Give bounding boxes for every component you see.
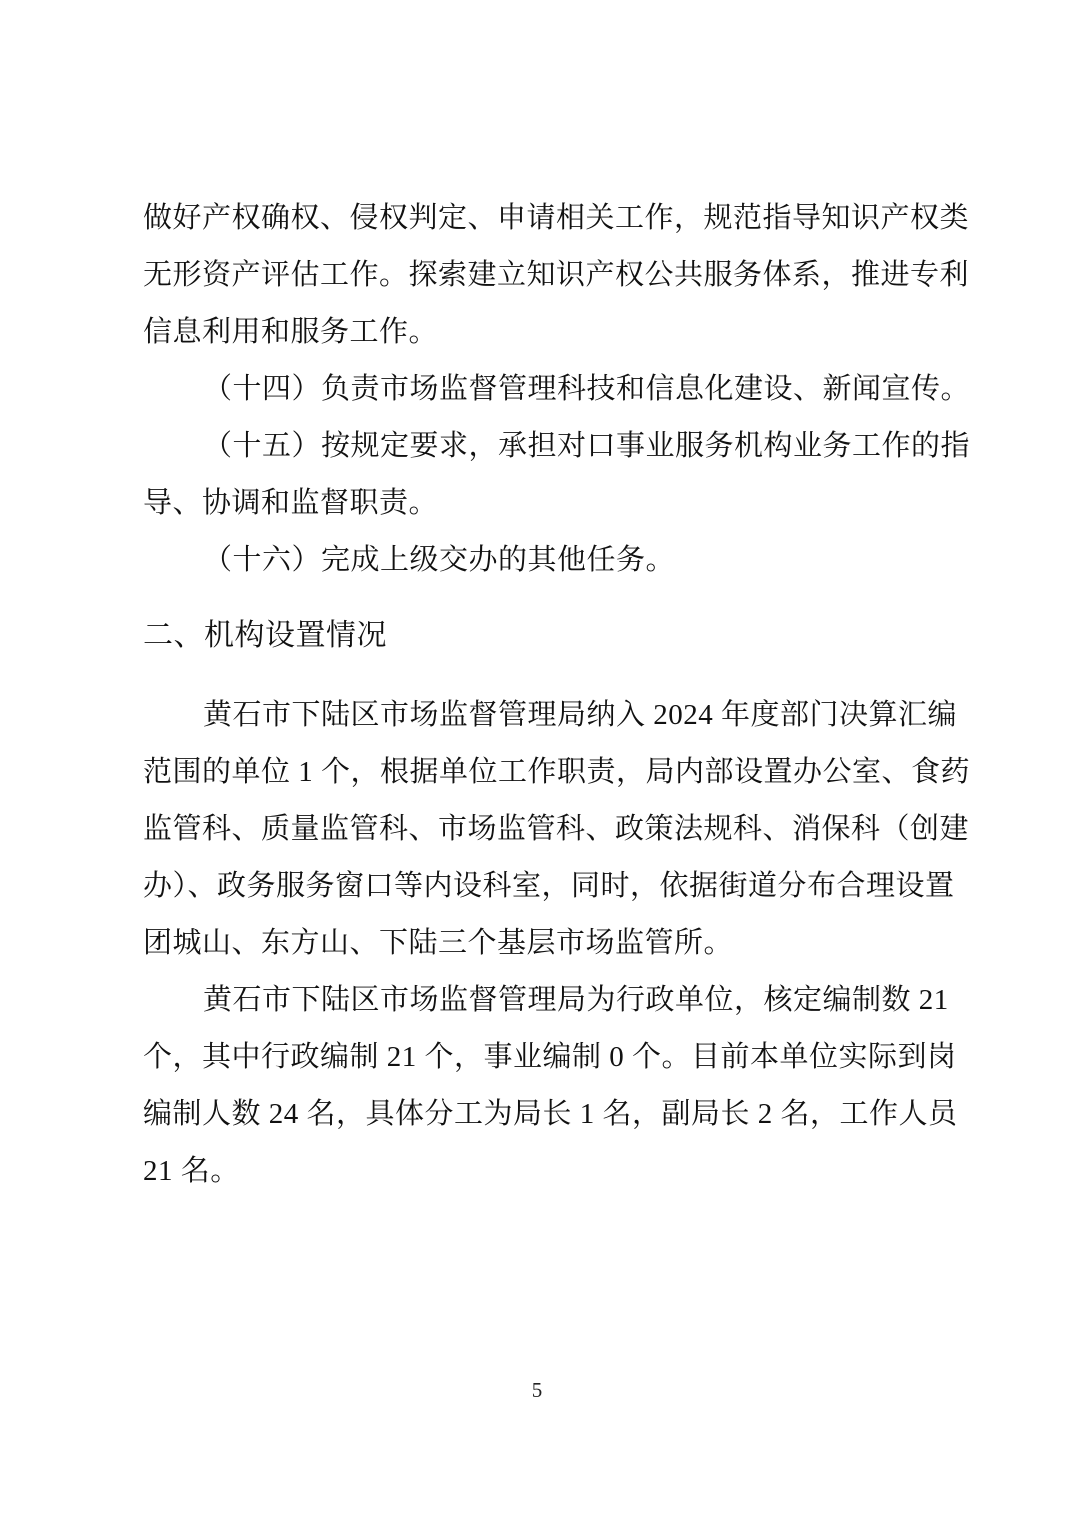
text-line: 黄石市下陆区市场监督管理局为行政单位，核定编制数 21 <box>203 984 949 1016</box>
text-line: （十四）负责市场监督管理科技和信息化建设、新闻宣传。 <box>203 373 971 405</box>
section-heading-text: 二、机构设置情况 <box>143 619 387 652</box>
paragraph <box>143 687 971 972</box>
text-line: 团城山、东方山、下陆三个基层市场监管所。 <box>143 927 734 959</box>
text-line: 个，其中行政编制 21 个，事业编制 0 个。目前本单位实际到岗 <box>143 1041 957 1073</box>
text-line: 范围的单位 1 个，根据单位工作职责，局内部设置办公室、食药 <box>143 756 971 788</box>
text-line: 21 名。 <box>143 1155 240 1187</box>
text-line: 编制人数 24 名，具体分工为局长 1 名，副局长 2 名，工作人员 <box>143 1098 958 1130</box>
text-line: 无形资产评估工作。探索建立知识产权公共服务体系，推进专利 <box>143 259 970 291</box>
text-line: 做好产权确权、侵权判定、申请相关工作，规范指导知识产权类 <box>143 202 970 234</box>
paragraph <box>143 972 958 1200</box>
paragraph <box>143 190 970 361</box>
text-line: 监管科、质量监管科、市场监管科、政策法规科、消保科（创建 <box>143 813 970 845</box>
text-line: （十六）完成上级交办的其他任务。 <box>203 544 676 576</box>
text-line: （十五）按规定要求，承担对口事业服务机构业务工作的指 <box>203 430 971 462</box>
document-body <box>143 190 971 1200</box>
text-line: 导、协调和监督职责。 <box>143 487 439 519</box>
section-heading <box>143 607 955 664</box>
paragraph <box>143 418 971 532</box>
page-number: 5 <box>531 1378 543 1402</box>
paragraph <box>143 532 955 589</box>
text-line: 办）、政务服务窗口等内设科室，同时，依据街道分布合理设置 <box>143 870 955 902</box>
text-line: 信息利用和服务工作。 <box>143 316 439 348</box>
text-line: 黄石市下陆区市场监督管理局纳入 2024 年度部门决算汇编 <box>203 699 958 731</box>
paragraph <box>143 361 971 418</box>
